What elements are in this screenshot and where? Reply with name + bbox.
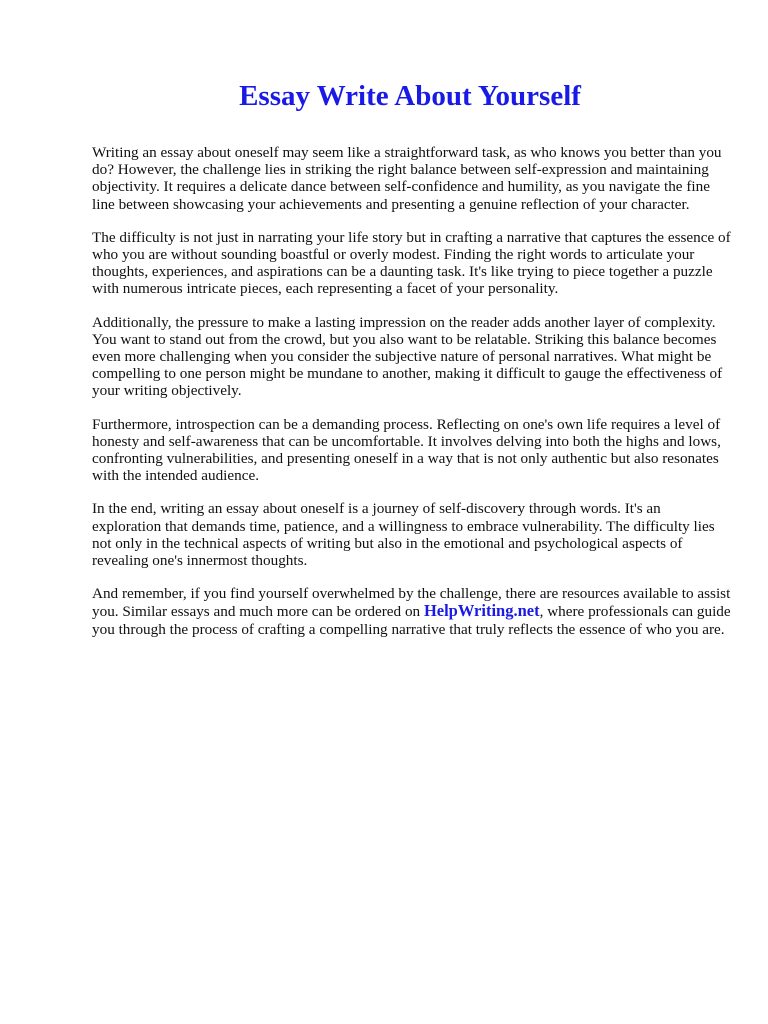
paragraph-1: Writing an essay about oneself may seem like a straightforward task, as who knows you better than you do? However, the challenge lies in striking the right balance between self-expression and maintaining objectivity. It requires a delicate dance between self-confidence and humility, as you navigate the fine line between showcasing your achievements and presenting a genuine reflection of your character. [92, 144, 722, 213]
paragraph-6-before-link: And remember, if you find yourself overwhelmed by the challenge, there are resources available to assist you. Similar essays and much more can be ordered on [92, 585, 731, 621]
paragraph-5: In the end, writing an essay about oneself is a journey of self-discovery through words. It's an exploration that demands time, patience, and a willingness to embrace vulnerability. The difficulty lies not only in the technical aspects of writing but also in the emotional and psychological aspects of revealing one's innermost thoughts. [92, 500, 715, 570]
document-body [92, 144, 732, 654]
helpwriting-link[interactable]: HelpWriting.net [423, 601, 540, 621]
paragraph-6-after-link: , where professionals can guide you through the process of crafting a compelling narrative that truly reflects the essence of who you are. [92, 603, 731, 638]
paragraph-3: Additionally, the pressure to make a lasting impression on the reader adds another layer of complexity. You want to stand out from the crowd, but you also want to be relatable. Striking this balance becomes even more challenging when you consider the subjective nature of personal narratives. What might be compelling to one person might be mundane to another, making it difficult to gauge the effectiveness of your writing objectively. [92, 313, 723, 400]
paragraph-6 [92, 585, 732, 638]
paragraph-2: The difficulty is not just in narrating your life story but in crafting a narrative that captures the essence of who you are without sounding boastful or overly modest. Finding the right words to articulate your thoughts, experiences, and aspirations can be a daunting task. It's like trying to piece together a puzzle with numerous intricate pieces, each representing a facet of your personality. [92, 228, 731, 298]
paragraph-4: Furthermore, introspection can be a demanding process. Reflecting on one's own life requires a level of honesty and self-awareness that can be uncomfortable. It involves delving into both the highs and lows, confronting vulnerabilities, and presenting oneself in a way that is not only authentic but also resonates with the intended audience. [92, 415, 721, 485]
document-title: Essay Write About Yourself [239, 80, 581, 112]
